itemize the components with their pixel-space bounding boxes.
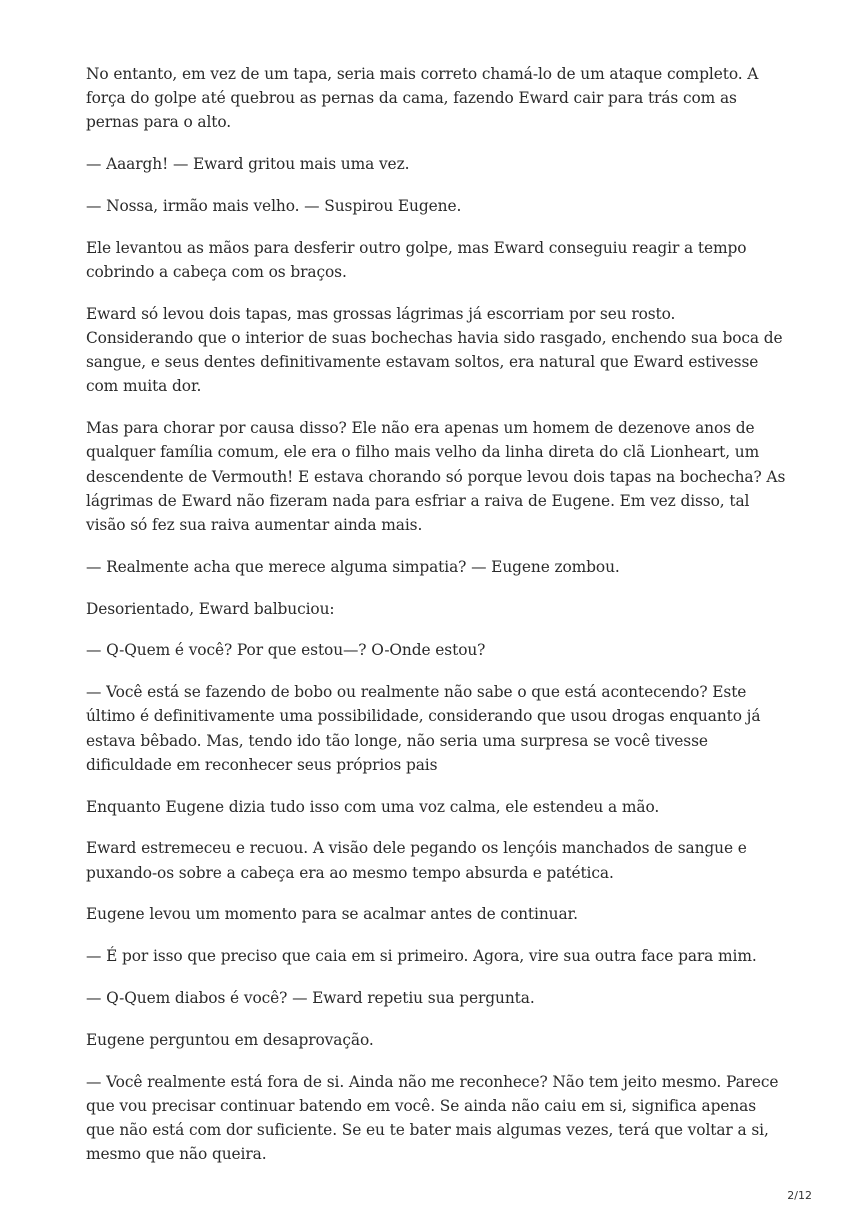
paragraph: Eugene levou um momento para se acalmar antes de continuar.	[86, 905, 578, 924]
paragraph: — Você realmente está fora de si. Ainda não me reconhece? Não tem jeito mesmo. Parece que vou precisar continuar batendo em você. Se ainda não caiu em si, significa apenas que não está com dor suficiente. Se eu te bater mais algumas vezes, terá que voltar a si, mesmo que não queira.	[86, 1072, 779, 1164]
document-body	[86, 62, 786, 1184]
page-number: 2/12	[787, 1189, 812, 1202]
paragraph: Enquanto Eugene dizia tudo isso com uma voz calma, ele estendeu a mão.	[86, 797, 660, 816]
paragraph: — Q-Quem diabos é você? — Eward repetiu sua pergunta.	[86, 989, 535, 1007]
paragraph: Eugene perguntou em desaprovação.	[86, 1030, 374, 1049]
paragraph: No entanto, em vez de um tapa, seria mais correto chamá-lo de um ataque completo. A força do golpe até quebrou as pernas da cama, fazendo Eward cair para trás com as pernas para o alto.	[86, 65, 759, 132]
paragraph: — Realmente acha que merece alguma simpatia? — Eugene zombou.	[86, 557, 620, 576]
paragraph: — Nossa, irmão mais velho. — Suspirou Eugene.	[86, 197, 462, 215]
paragraph: Desorientado, Eward balbuciou:	[86, 599, 335, 618]
paragraph: — Aaargh! — Eward gritou mais uma vez.	[86, 155, 410, 174]
paragraph: — Q-Quem é você? Por que estou—? O-Onde estou?	[86, 641, 486, 660]
paragraph: Mas para chorar por causa disso? Ele não era apenas um homem de dezenove anos de qualquer família comum, ele era o filho mais velho da linha direta do clã Lionheart, um descendente de Vermouth! E estava chorando só porque levou dois tapas na bochecha? As lágrimas de Eward não fizeram nada para esfriar a raiva de Eugene. Em vez disso, tal visão só fez sua raiva aumentar ainda mais.	[86, 419, 786, 535]
paragraph: — Você está se fazendo de bobo ou realmente não sabe o que está acontecendo? Este último é definitivamente uma possibilidade, considerando que usou drogas enquanto já estava bêbado. Mas, tendo ido tão longe, não seria uma surpresa se você tivesse dificuldade em reconhecer seus próprios pais	[86, 683, 761, 774]
paragraph: — É por isso que preciso que caia em si primeiro. Agora, vire sua outra face para mim.	[86, 947, 757, 966]
paragraph: Eward só levou dois tapas, mas grossas lágrimas já escorriam por seu rosto. Considerando que o interior de suas bochechas havia sido rasgado, enchendo sua boca de sangue, e seus dentes definitivamente estavam soltos, era natural que Eward estivesse com muita dor.	[86, 304, 783, 396]
paragraph: Ele levantou as mãos para desferir outro golpe, mas Eward conseguiu reagir a tempo cobrindo a cabeça com os braços.	[86, 238, 747, 281]
paragraph: Eward estremeceu e recuou. A visão dele pegando os lençóis manchados de sangue e puxando-os sobre a cabeça era ao mesmo tempo absurda e patética.	[86, 839, 747, 882]
